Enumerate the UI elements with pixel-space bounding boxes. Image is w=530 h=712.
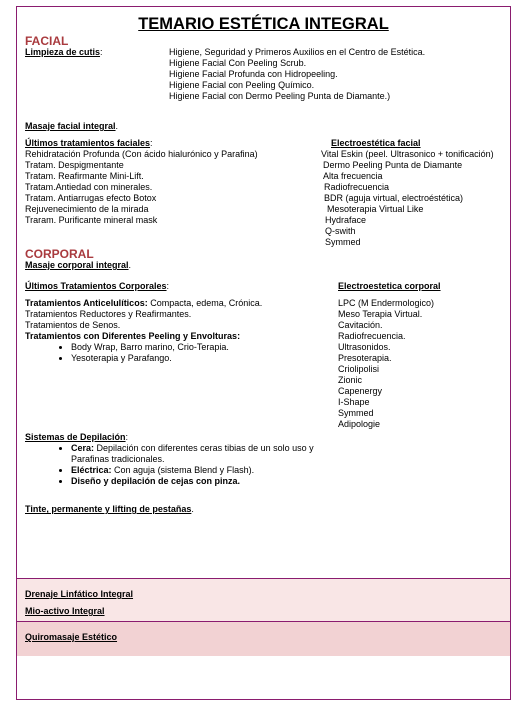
reductores-text: Tratamientos Reductores y Reafirmantes.: [25, 309, 192, 319]
electro-facial-item: Q-swith: [325, 226, 356, 236]
tratamiento-facial-item: Rehidratación Profunda (Con ácido hialurónico y Parafina): [25, 149, 258, 159]
corporal-heading: CORPORAL: [25, 247, 94, 261]
masaje-corporal-row: [25, 260, 131, 271]
electro-facial-item: Symmed: [325, 237, 361, 247]
limpieza-item: Higiene Facial con Peeling Químico.: [169, 80, 315, 90]
quiromasaje-label: Quiromasaje Estético: [25, 632, 118, 642]
electro-facial-item: Hydraface: [325, 215, 367, 225]
band-drenaje-mio: [17, 578, 510, 621]
depilacion-item-cera: [71, 443, 314, 465]
peeling-item: • Yesoterapia y Parafango.: [71, 353, 262, 364]
electrica-text: Con aguja (sistema Blend y Flash).: [111, 465, 255, 475]
masaje-corporal-label: Masaje corporal integral: [25, 260, 129, 270]
ultimos-corporales-colon: :: [166, 281, 170, 291]
tratamiento-facial-item: Tratam. Reafirmante Mini-Lift.: [25, 171, 144, 181]
anticelulitico-label: Tratamientos Anticelulíticos:: [25, 298, 148, 308]
depilacion-item-electrica: [71, 465, 314, 476]
ultimos-corporales-label: Últimos Tratamientos Corporales: [25, 281, 167, 291]
masaje-facial-label: Masaje facial integral: [25, 121, 116, 131]
electro-facial-item: Dermo Peeling Punta de Diamante: [323, 160, 463, 170]
tinte-label: Tinte, permanente y lifting de pestañas: [25, 504, 192, 514]
electro-corporal-item: LPC (M Endermologico): [338, 298, 435, 308]
document-page: [16, 6, 511, 700]
tratamientos-corporales: [25, 298, 262, 364]
ultimos-faciales-row: [25, 138, 153, 149]
senos-text: Tratamientos de Senos.: [25, 320, 121, 330]
tratamiento-facial-item: Tratam. Antiarrugas efecto Botox: [25, 193, 157, 203]
electro-facial-list: [321, 149, 494, 248]
electro-corporal-item: Ultrasonidos.: [338, 342, 391, 352]
cera-label: Cera:: [71, 443, 95, 453]
ultimos-faciales-list: [25, 149, 258, 226]
page-title: TEMARIO ESTÉTICA INTEGRAL: [138, 15, 389, 33]
electro-corporal-item: Capenergy: [338, 386, 383, 396]
mio-activo-label: Mio-activo Integral: [25, 606, 105, 616]
electro-corporal-item: Cavitación.: [338, 320, 383, 330]
depilacion-item-diseno: • Diseño y depilación de cejas con pinza.: [71, 476, 314, 487]
depilacion-colon: :: [125, 432, 129, 442]
limpieza-label: Limpieza de cutis: [25, 47, 101, 57]
limpieza-label-row: [25, 47, 103, 58]
cera-text-cont: Parafinas tradicionales.: [71, 454, 165, 464]
drenaje-label: Drenaje Linfático Integral: [25, 589, 134, 599]
tratamiento-facial-item: Rejuvenecimiento de la mirada: [25, 204, 149, 214]
limpieza-item: Higiene Facial Con Peeling Scrub.: [169, 58, 307, 68]
masaje-facial-dot: .: [115, 121, 119, 131]
cera-text: Depilación con diferentes ceras tibias de un solo uso y: [94, 443, 314, 453]
masaje-facial-row: [25, 121, 118, 132]
electro-corporal-item: Meso Terapia Virtual.: [338, 309, 423, 319]
ultimos-faciales-label: Últimos tratamientos faciales: [25, 138, 151, 148]
electro-corporal-item: Radiofrecuencia.: [338, 331, 406, 341]
electro-facial-item: Mesoterapia Virtual Like: [327, 204, 424, 214]
peeling-label: Tratamientos con Diferentes Peeling y Envolturas:: [25, 331, 241, 341]
anticelulitico-row: [25, 298, 262, 309]
electro-corporal-item: Presoterapia.: [338, 353, 392, 363]
limpieza-item: Higiene, Seguridad y Primeros Auxilios en el Centro de Estética.: [169, 47, 426, 57]
electro-corporal-item: Adipologie: [338, 419, 381, 429]
tratamiento-facial-item: Tratam. Despigmentante: [25, 160, 124, 170]
ultimos-faciales-colon: :: [150, 138, 153, 148]
electro-corporal-item: Criolipolisi: [338, 364, 380, 374]
electro-corporal-item: Symmed: [338, 408, 374, 418]
depilacion-label: Sistemas de Depilación: [25, 432, 126, 442]
peeling-list: [25, 342, 262, 364]
electro-facial-item: Alta frecuencia: [323, 171, 383, 181]
limpieza-list: [169, 47, 425, 102]
depilacion-row: [25, 432, 128, 443]
electro-corporal-list: [338, 298, 434, 430]
band-quiromasaje: [17, 621, 510, 656]
anticelulitico-text: Compacta, edema, Crónica.: [147, 298, 263, 308]
electro-corporal-label: Electroestetica corporal: [338, 281, 441, 291]
tinte-row: [25, 504, 194, 515]
electro-corporal-item: I-Shape: [338, 397, 370, 407]
ultimos-corporales-row: [25, 281, 169, 292]
electrica-label: Eléctrica:: [71, 465, 112, 475]
facial-heading: FACIAL: [25, 34, 69, 48]
electro-facial-item: Radiofrecuencia: [324, 182, 390, 192]
electro-facial-label: Electroestética facial: [331, 138, 421, 148]
tratamiento-facial-item: Traram. Purificante mineral mask: [25, 215, 158, 225]
tinte-dot: .: [191, 504, 194, 514]
limpieza-item: Higiene Facial con Dermo Peeling Punta de Diamante.): [169, 91, 391, 101]
depilacion-list: [25, 443, 314, 487]
electro-facial-item: Vital Eskin (peel. Ultrasonico + tonificación): [321, 149, 494, 159]
limpieza-item: Higiene Facial Profunda con Hidropeeling.: [169, 69, 338, 79]
electro-corporal-item: Zionic: [338, 375, 363, 385]
limpieza-colon: :: [100, 47, 103, 57]
masaje-corporal-dot: .: [128, 260, 132, 270]
peeling-item: • Body Wrap, Barro marino, Crio-Terapia.: [71, 342, 262, 353]
electro-facial-item: BDR (aguja virtual, electroéstética): [324, 193, 464, 203]
tratamiento-facial-item: Tratam.Antiedad con minerales.: [25, 182, 153, 192]
